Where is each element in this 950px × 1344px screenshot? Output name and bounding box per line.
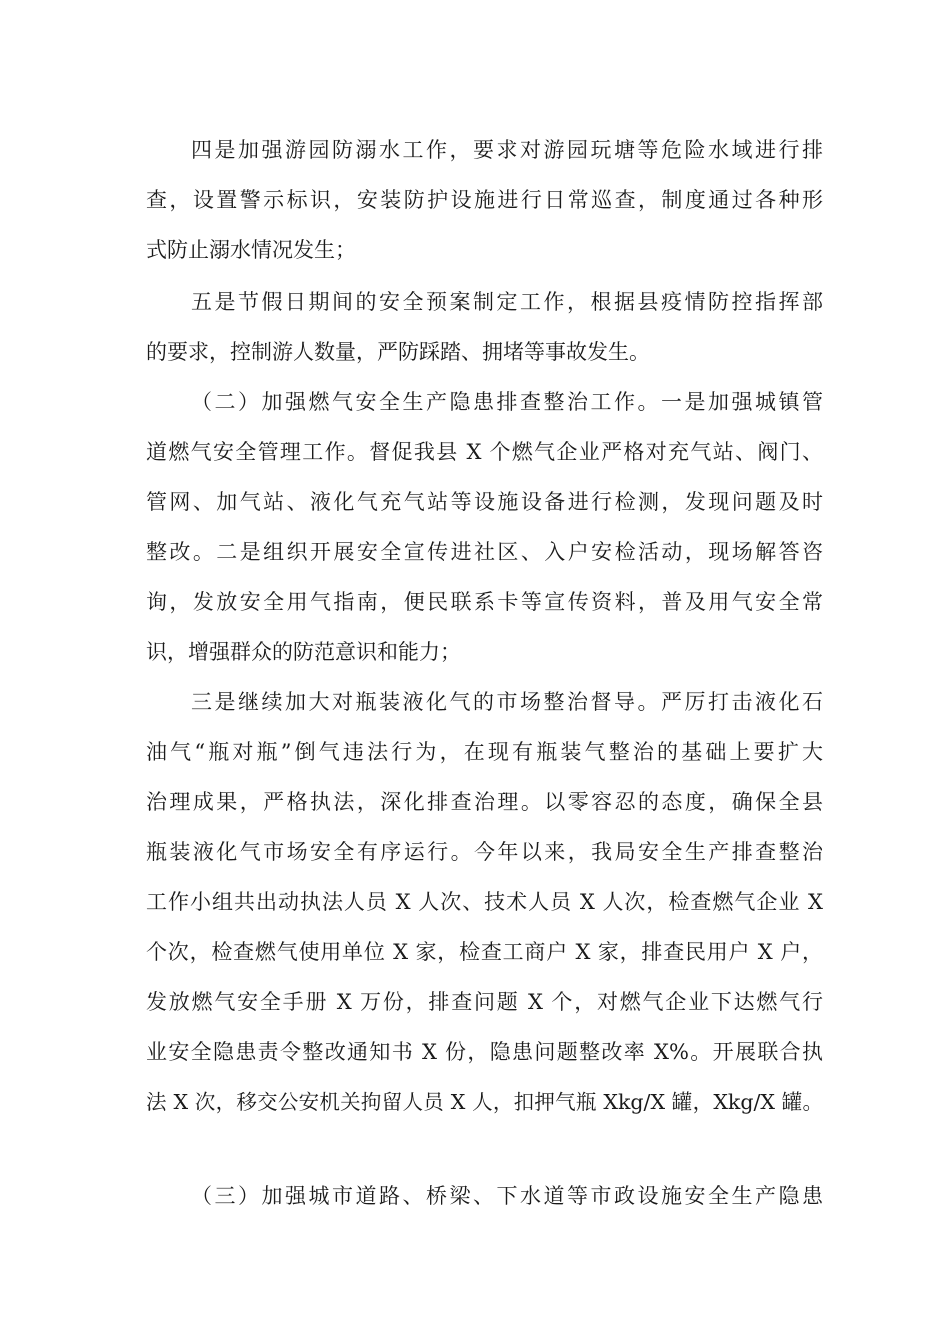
line-text: 的要求，控制游人数量，严防踩踏、拥堵等事故发生。 xyxy=(146,340,650,364)
text-line xyxy=(0,228,950,272)
line-text: 个次，检查燃气使用单位 X 家，检查工商户 X 家，排查民用户 X 户， xyxy=(146,940,823,964)
text-line xyxy=(0,430,950,474)
text-line xyxy=(0,680,950,724)
line-text: 瓶装液化气市场安全有序运行。今年以来，我局安全生产排查整治 xyxy=(146,840,823,864)
line-text: 法 X 次，移交公安机关拘留人员 X 人，扣押气瓶 Xkg/X 罐，Xkg/X 罐。 xyxy=(146,1090,823,1114)
line-text: （三）加强城市道路、桥梁、下水道等市政设施安全生产隐患 xyxy=(191,1184,823,1208)
line-text: 四是加强游园防溺水工作，要求对游园玩塘等危险水域进行排 xyxy=(191,138,823,162)
text-line xyxy=(0,178,950,222)
text-line xyxy=(0,580,950,624)
line-text: 治理成果，严格执法，深化排查治理。以零容忍的态度，确保全县 xyxy=(146,790,823,814)
line-text: 整改。二是组织开展安全宣传进社区、入户安检活动，现场解答咨 xyxy=(146,540,823,564)
text-line xyxy=(0,380,950,424)
line-text: 询，发放安全用气指南，便民联系卡等宣传资料，普及用气安全常 xyxy=(146,590,823,614)
text-line xyxy=(0,480,950,524)
line-text: 查，设置警示标识，安装防护设施进行日常巡查，制度通过各种形 xyxy=(146,188,823,212)
text-line xyxy=(0,330,950,374)
line-text: 识，增强群众的防范意识和能力； xyxy=(146,640,461,664)
line-text: 油气“瓶对瓶”倒气违法行为，在现有瓶装气整治的基础上要扩大 xyxy=(146,740,823,764)
line-text: 管网、加气站、液化气充气站等设施设备进行检测，发现问题及时 xyxy=(146,490,823,514)
text-line xyxy=(0,630,950,674)
text-line xyxy=(0,880,950,924)
text-line xyxy=(0,980,950,1024)
line-text: （二）加强燃气安全生产隐患排查整治工作。一是加强城镇管 xyxy=(191,390,823,414)
line-text: 工作小组共出动执法人员 X 人次、技术人员 X 人次，检查燃气企业 X xyxy=(146,890,823,914)
text-line xyxy=(0,780,950,824)
line-text: 式防止溺水情况发生； xyxy=(146,238,356,262)
line-text: 五是节假日期间的安全预案制定工作，根据县疫情防控指挥部 xyxy=(191,290,823,314)
text-line xyxy=(0,830,950,874)
text-line xyxy=(0,128,950,172)
text-line xyxy=(0,530,950,574)
text-line xyxy=(0,730,950,774)
text-line xyxy=(0,280,950,324)
line-text: 业安全隐患责令整改通知书 X 份，隐患问题整改率 X%。开展联合执 xyxy=(146,1040,823,1064)
text-line xyxy=(0,1030,950,1074)
text-line xyxy=(0,930,950,974)
text-line xyxy=(0,1080,950,1124)
line-text: 三是继续加大对瓶装液化气的市场整治督导。严厉打击液化石 xyxy=(191,690,823,714)
line-text: 发放燃气安全手册 X 万份，排查问题 X 个，对燃气企业下达燃气行 xyxy=(146,990,823,1014)
text-line xyxy=(0,1174,950,1218)
line-text: 道燃气安全管理工作。督促我县 X 个燃气企业严格对充气站、阀门、 xyxy=(146,440,823,464)
